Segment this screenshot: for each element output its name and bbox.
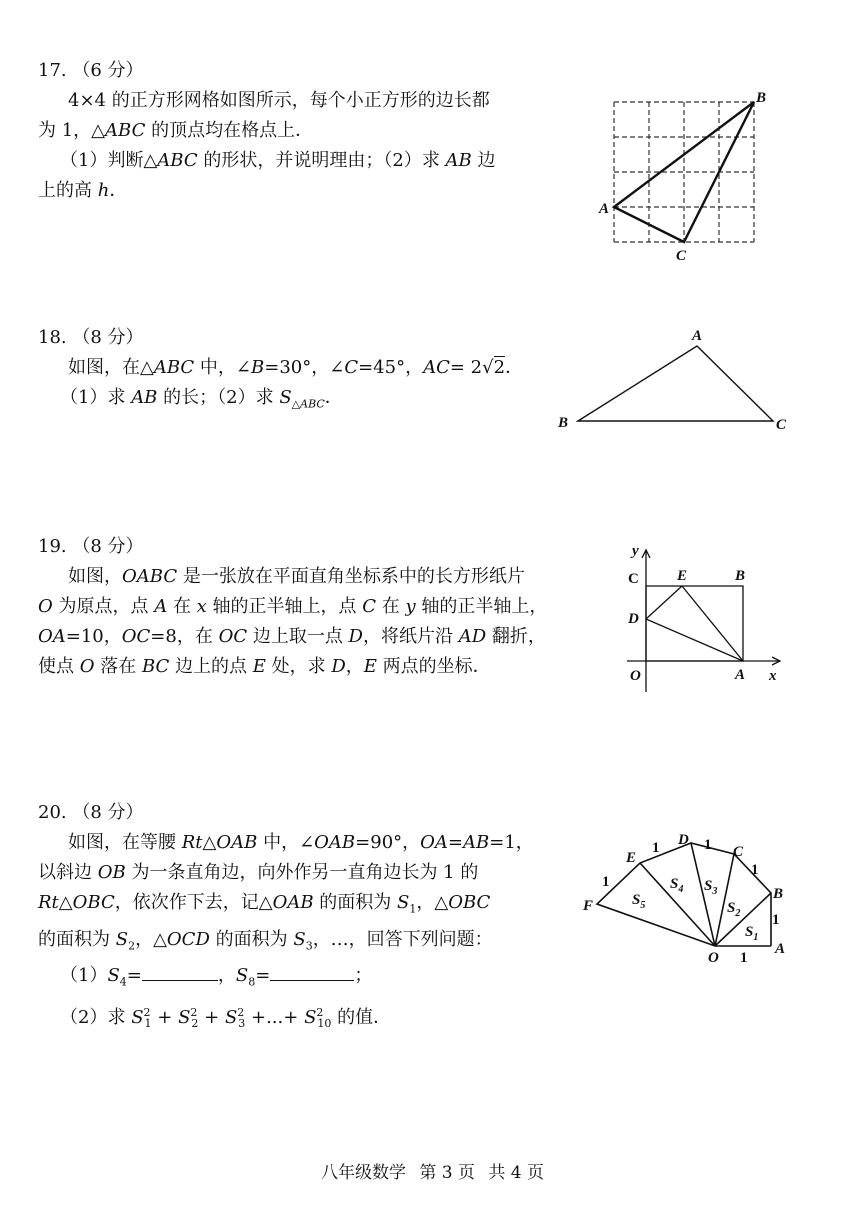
q17-line4: 上的高 h． (38, 180, 128, 201)
q18-label-b: B (558, 415, 569, 431)
label-o: O (708, 950, 719, 966)
q20-header: 20. （8 分） (38, 802, 144, 823)
footer-page: 第 3 页 (419, 1163, 475, 1183)
edge-cd-len: 1 (704, 837, 712, 853)
edge-de-len: 1 (652, 840, 660, 856)
q17-label-c: C (676, 248, 687, 264)
fold-line-ad (646, 619, 743, 661)
rectangle-oabc (646, 586, 743, 661)
q17-line2: 为 1，△ABC 的顶点均在格点上． (38, 120, 314, 141)
q19-label-b: B (735, 568, 746, 584)
q17-header: 17. （6 分） (38, 60, 144, 81)
question-20 (38, 798, 534, 1039)
sqrt-symbol: √ (482, 357, 494, 378)
question-17 (38, 56, 496, 206)
q20-line1: 如图，在等腰 Rt△OAB 中，∠OAB=90°，OA=AB=1， (68, 832, 534, 853)
q20-line2: 以斜边 OB 为一条直角边，向外作另一直角边长为 1 的 (38, 862, 479, 883)
q19-header: 19. （8 分） (38, 536, 144, 557)
q20-line5: $(1)S_4=$ ，$S_8=$ ； (38, 961, 534, 998)
q18-triangle-figure (555, 322, 795, 437)
question-19 (38, 532, 547, 682)
q17-grid-figure (596, 88, 766, 263)
q19-label-o: O (630, 668, 641, 684)
label-a: A (775, 941, 786, 957)
q19-label-c: C (628, 571, 639, 587)
q19-label-y: y (632, 543, 639, 559)
q19-line1: 如图，OABC 是一张放在平面直角坐标系中的长方形纸片 (68, 566, 525, 587)
q18-line2: （1）求 AB 的长；（2）求 $S_{\triangle ABC}$． (60, 387, 343, 411)
area-s2: $S_2$ (727, 900, 741, 919)
label-f: F (583, 898, 594, 914)
area-s4: $S_4$ (670, 876, 684, 895)
q19-coordinate-figure (622, 540, 797, 700)
q18-line1: 如图，在△ABC 中，∠B=30°，∠C=45°，AC= 2√2． (68, 357, 524, 378)
footer-subject: 八年级数学 (320, 1163, 406, 1183)
question-18 (38, 323, 523, 420)
q19-line2: O 为原点，点 A 在 x 轴的正半轴上，点 C 在 y 轴的正半轴上， (38, 596, 548, 617)
label-e: E (626, 850, 637, 866)
edge-ef-len: 1 (602, 874, 610, 890)
q17-label-b: B (756, 90, 767, 106)
q18-label-a: A (692, 328, 703, 344)
label-b: B (773, 886, 784, 902)
area-s5: $S_5$ (632, 892, 646, 911)
segment-ea (682, 586, 743, 661)
page-footer (0, 1158, 865, 1183)
q17-line3: （1）判断△ABC 的形状，并说明理由；（2）求 AB 边 (60, 150, 496, 171)
q17-line1: 4×4 的正方形网格如图所示，每个小正方形的边长都 (68, 90, 490, 111)
edge-oa-len: 1 (740, 950, 748, 966)
segment-de (646, 586, 682, 619)
answer-blank-s4[interactable] (142, 962, 218, 981)
q20-line3: Rt△OBC，依次作下去，记△OAB 的面积为 $S_1$，△OBC (38, 892, 491, 916)
area-s3: $S_3$ (704, 878, 718, 897)
q20-line4: 的面积为 $S_2$，△OCD 的面积为 $S_3$，…，回答下列问题： (38, 928, 493, 953)
label-d: D (678, 832, 689, 848)
q19-line3: OA=10，OC=8，在 OC 边上取一点 D，将纸片沿 AD 翻折， (38, 626, 546, 647)
q18-triangle-abc (578, 346, 773, 421)
q17-label-a: A (599, 201, 610, 217)
q19-line4: 使点 O 落在 BC 边上的点 E 处，求 D，E 两点的坐标． (38, 656, 491, 677)
q19-label-d: D (628, 611, 639, 627)
area-s1: $S_1$ (745, 924, 759, 943)
answer-blank-s8[interactable] (270, 962, 354, 981)
q19-label-x: x (769, 668, 777, 684)
q18-header: 18. （8 分） (38, 327, 144, 348)
q20-line6: （2）求 $S^2_1 + S^2_2 + S^2_3$ +...+ $S^2_{10}$ 的值． (60, 1005, 392, 1031)
label-c: C (733, 844, 744, 860)
edge-bc-len: 1 (751, 862, 759, 878)
q19-label-e: E (677, 568, 688, 584)
edge-ab-len: 1 (772, 912, 780, 928)
q18-label-c: C (776, 417, 787, 433)
q19-label-a: A (735, 667, 746, 683)
q20-spiral-figure (580, 826, 795, 971)
footer-total: 共 4 页 (488, 1163, 545, 1183)
